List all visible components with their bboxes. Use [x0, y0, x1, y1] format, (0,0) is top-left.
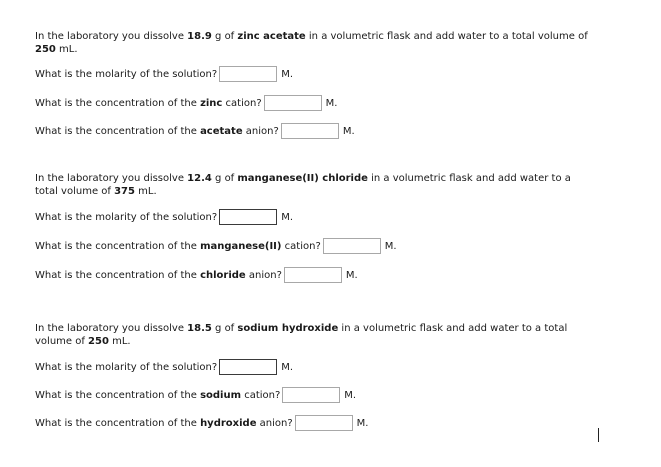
mass-value: 18.9 — [187, 31, 212, 42]
problem-2 — [35, 172, 595, 281]
problem-3 — [35, 322, 595, 429]
question-anion — [35, 267, 358, 283]
unit-label: M. — [356, 417, 369, 429]
unit-label: M. — [281, 211, 294, 223]
compound-name: zinc acetate — [237, 31, 306, 42]
molarity-input[interactable] — [219, 66, 277, 82]
mass-value: 18.5 — [187, 323, 212, 334]
question-molarity — [35, 66, 293, 82]
unit-label: M. — [281, 68, 294, 80]
problem-1 — [35, 30, 595, 137]
volume-value: 250 — [35, 44, 56, 55]
unit-label: M. — [325, 97, 338, 109]
question-label: What is the concentration of the acetate anion? — [35, 125, 279, 137]
anion-concentration-input[interactable] — [284, 267, 342, 283]
question-label: What is the concentration of the manganese(II) cation? — [35, 240, 321, 252]
question-label: What is the molarity of the solution? — [35, 68, 218, 80]
text-cursor — [598, 428, 599, 442]
question-label: What is the concentration of the chloride anion? — [35, 269, 282, 281]
problem-1-statement: In the laboratory you dissolve 18.9 g of zinc acetate in a volumetric flask and add water to a total volume of 250 mL. — [35, 31, 588, 55]
question-anion — [35, 123, 355, 139]
cation-concentration-input[interactable] — [323, 238, 381, 254]
mass-value: 12.4 — [187, 173, 212, 184]
question-molarity — [35, 209, 293, 225]
problem-2-statement: In the laboratory you dissolve 12.4 g of manganese(II) chloride in a volumetric flask and add water to a total volume of 375 mL. — [35, 173, 571, 197]
unit-label: M. — [344, 389, 357, 401]
question-cation — [35, 387, 356, 403]
volume-value: 250 — [88, 336, 109, 347]
question-label: What is the concentration of the hydroxide anion? — [35, 417, 293, 429]
anion-concentration-input[interactable] — [281, 123, 339, 139]
molarity-input[interactable] — [219, 359, 277, 375]
question-cation — [35, 238, 397, 254]
question-label: What is the concentration of the zinc cation? — [35, 97, 262, 109]
question-label: What is the concentration of the sodium cation? — [35, 389, 281, 401]
unit-label: M. — [342, 125, 355, 137]
cation-concentration-input[interactable] — [264, 95, 322, 111]
anion-concentration-input[interactable] — [295, 415, 353, 431]
question-cation — [35, 95, 337, 111]
question-label: What is the molarity of the solution? — [35, 361, 218, 373]
unit-label: M. — [384, 240, 397, 252]
volume-value: 375 — [114, 186, 135, 197]
question-molarity — [35, 359, 293, 375]
problem-3-statement: In the laboratory you dissolve 18.5 g of sodium hydroxide in a volumetric flask and add water to a total volume of 250 mL. — [35, 323, 568, 347]
cation-concentration-input[interactable] — [282, 387, 340, 403]
unit-label: M. — [281, 361, 294, 373]
compound-name: sodium hydroxide — [237, 323, 339, 334]
molarity-input[interactable] — [219, 209, 277, 225]
question-label: What is the molarity of the solution? — [35, 211, 218, 223]
question-anion — [35, 415, 368, 431]
unit-label: M. — [345, 269, 358, 281]
compound-name: manganese(II) chloride — [237, 173, 368, 184]
